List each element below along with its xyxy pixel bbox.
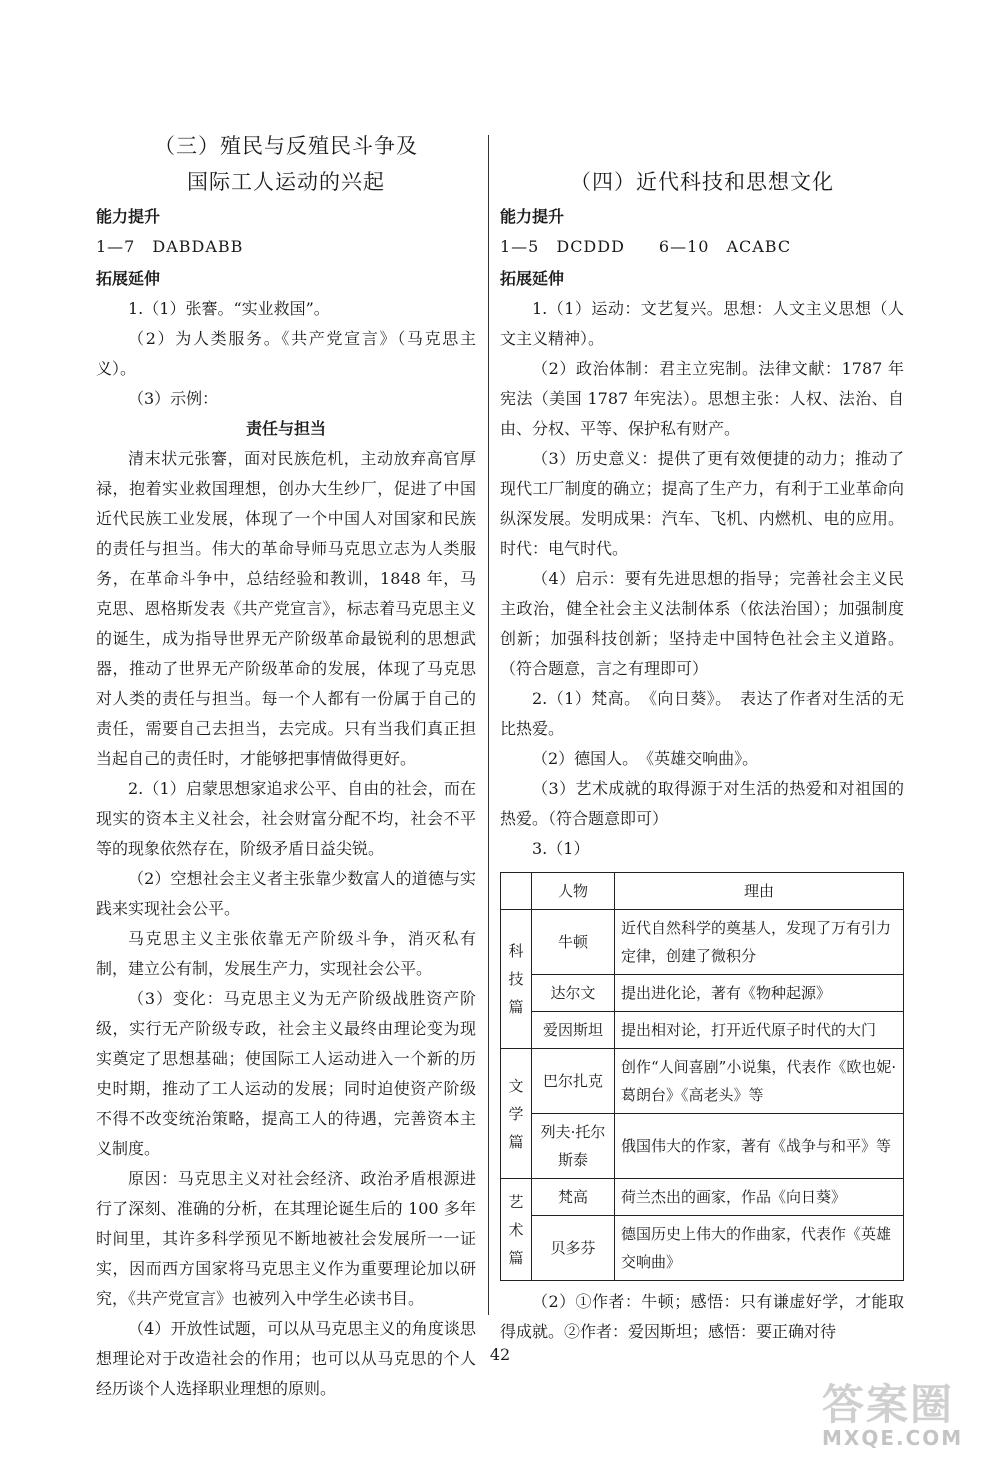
answer-3-2: （2）①作者：牛顿；感悟：只有谦虚好学，才能取得成就。②作者：爱因斯坦；感悟：要正确对待	[500, 1292, 904, 1341]
cell-reason: 创作“人间喜剧”小说集，代表作《欧也妮·葛朗台》《高老头》等	[615, 1049, 904, 1114]
answer-choices: 1—7 DABDABB	[96, 237, 244, 256]
answer-2-2: （2）空想社会主义者主张靠少数富人的道德与实践来实现社会公平。	[96, 869, 476, 918]
cell-person: 列夫·托尔斯泰	[532, 1114, 615, 1179]
answer-1-1: 1.（1）运动：文艺复兴。思想：人文主义思想（人文主义精神）。	[500, 299, 904, 348]
table-row	[501, 1179, 904, 1216]
answer-1-1: 1.（1）张謇。“实业救国”。	[128, 299, 330, 318]
header-reason: 理由	[615, 873, 904, 910]
watermark-logo	[822, 1372, 972, 1452]
left-column	[96, 128, 476, 1404]
answer-2-1: 2.（1）启蒙思想家追求公平、自由的社会，而在现实的资本主义社会，社会财富分配不均，社会不平等的现象依然存在，阶级矛盾日益尖锐。	[96, 779, 476, 858]
answer-1-2: （2）政治体制：君主立宪制。法律文献：1787 年宪法（美国 1787 年宪法）。思想主张：人权、法治、自由、分权、平等、保护私有财产。	[500, 359, 904, 438]
table-row	[501, 1012, 904, 1049]
answer-1-2: （2）为人类服务。《共产党宣言》（马克思主义）。	[96, 329, 476, 378]
answer-3-1: 3.（1）	[532, 839, 590, 858]
answer-1-4: （4）启示：要有先进思想的指导；完善社会主义民主政治，健全社会主义法制体系（依法治国）；加强制度创新；加强科技创新；坚持走中国特色社会主义道路。（符合题意，言之有理即可）	[500, 569, 904, 678]
cell-person: 牛顿	[532, 910, 615, 975]
header-person: 人物	[532, 873, 615, 910]
answer-1-3: （3）示例：	[128, 389, 219, 408]
cell-reason: 俄国伟大的作家，著有《战争与和平》等	[615, 1114, 904, 1179]
cell-reason: 近代自然科学的奠基人，发现了万有引力定律，创建了微积分	[615, 910, 904, 975]
heading-ability: 能力提升	[500, 207, 565, 226]
heading-extension: 拓展延伸	[500, 269, 565, 288]
essay-body: 清末状元张謇，面对民族危机，主动放弃高官厚禄，抱着实业救国理想，创办大生纱厂，促进了中国近代民族工业发展，体现了一个中国人对国家和民族的责任与担当。伟大的革命导师马克思立志为人类服务，在革命斗争中，总结经验和教训，1848 年，马克思、恩格斯发表《共产党宣言》，标志着马克思主义的诞生，成为指导世界无产阶级革命最锐利的思想武器，推动了世界无产阶级革命的发展，体现了马克思对人类的责任与担当。每一个人都有一份属于自己的责任，需要自己去担当，去完成。只有当我们真正担当起自己的责任时，才能够把事情做得更好。	[96, 449, 476, 768]
answer-2-4: （4）开放性试题，可以从马克思主义的角度谈思想理论对于改造社会的作用；也可以从马克思的个人经历谈个人选择职业理想的原则。	[96, 1319, 476, 1398]
essay-title: 责任与担当	[245, 419, 326, 438]
answer-2-1: 2.（1）梵高。 《向日葵》。 表达了作者对生活的无比热爱。	[500, 689, 904, 738]
answer-2-3b: 原因：马克思主义对社会经济、政治矛盾根源进行了深刻、准确的分析，在其理论诞生后的 100 多年时间里，其许多科学预见不断地被社会发展所一一证实，因而西方国家将马克思主义作为重要理论加以研究，《共产党宣言》也被列入中学生必读书目。	[96, 1169, 476, 1308]
answer-1-3: （3）历史意义：提供了更有效便捷的动力；推动了现代工厂制度的确立；提高了生产力，有利于工业革命向纵深发展。发明成果：汽车、飞机、内燃机、电的应用。时代：电气时代。	[500, 449, 904, 558]
cell-person: 达尔文	[532, 975, 615, 1012]
heading-extension: 拓展延伸	[96, 269, 161, 288]
section-title: （四）近代科技和思想文化	[570, 170, 834, 194]
cell-person: 巴尔扎克	[532, 1049, 615, 1114]
answer-2-3: （3）变化：马克思主义为无产阶级战胜资产阶级，实行无产阶级专政，社会主义最终由理论变为现实奠定了思想基础；使国际工人运动进入一个新的历史时期，推动了工人运动的发展；同时迫使资产阶级不得不改变统治策略，提高工人的待遇，完善资本主义制度。	[96, 989, 476, 1158]
figures-table	[500, 872, 904, 1281]
table-row	[501, 975, 904, 1012]
table-row	[501, 1114, 904, 1179]
answer-2-2: （2）德国人。 《英雄交响曲》。	[532, 749, 759, 768]
section-title-line2: 国际工人运动的兴起	[187, 170, 385, 194]
table-row	[501, 1216, 904, 1281]
cell-person: 贝多芬	[532, 1216, 615, 1281]
cell-person: 爱因斯坦	[532, 1012, 615, 1049]
right-column	[500, 164, 904, 1347]
watermark-url: MXQE.COM	[822, 1426, 964, 1450]
cell-person: 梵高	[532, 1179, 615, 1216]
cell-reason: 提出相对论，打开近代原子时代的大门	[615, 1012, 904, 1049]
watermark-text: 答案圈	[822, 1380, 955, 1429]
heading-ability: 能力提升	[96, 207, 161, 226]
page-number: 42	[489, 1345, 511, 1364]
answer-2-2b: 马克思主义主张依靠无产阶级斗争，消灭私有制，建立公有制，发展生产力，实现社会公平。	[96, 929, 476, 978]
table-header-row	[501, 873, 904, 910]
cell-reason: 荷兰杰出的画家，作品《向日葵》	[615, 1179, 904, 1216]
answer-choices: 1—5 DCDDD 6—10 ACABC	[500, 237, 792, 256]
group-lit: 文学篇	[501, 1049, 532, 1179]
group-sci: 科技篇	[501, 910, 532, 1049]
cell-reason: 提出进化论，著有《物种起源》	[615, 975, 904, 1012]
table-row	[501, 910, 904, 975]
section-title-line1: （三）殖民与反殖民斗争及	[154, 134, 418, 158]
cell-reason: 德国历史上伟大的作曲家，代表作《英雄交响曲》	[615, 1216, 904, 1281]
group-art: 艺术篇	[501, 1179, 532, 1281]
table-row	[501, 1049, 904, 1114]
column-divider	[488, 135, 489, 1315]
answer-2-3: （3）艺术成就的取得源于对生活的热爱和对祖国的热爱。（符合题意即可）	[500, 779, 904, 828]
